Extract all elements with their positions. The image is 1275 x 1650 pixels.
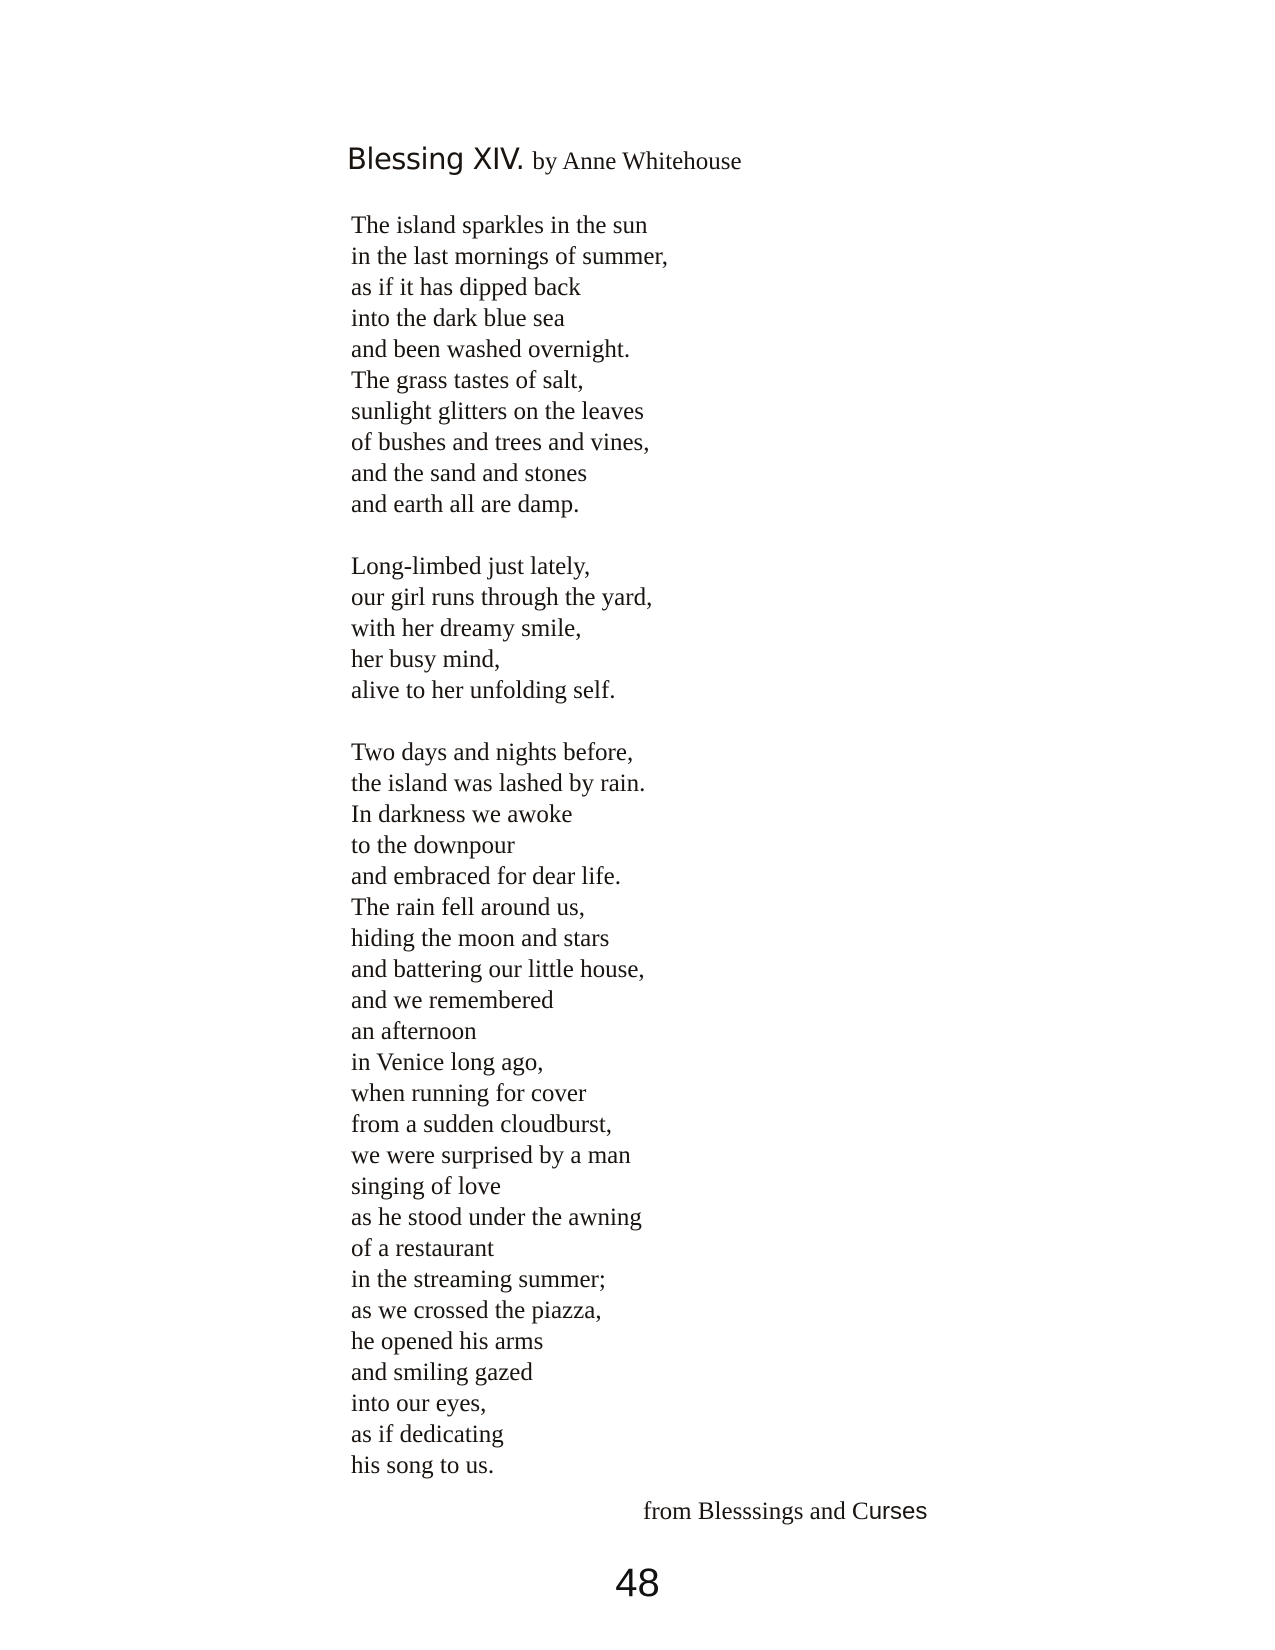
poem-line: and earth all are damp.: [351, 491, 580, 518]
poem-line: in the streaming summer;: [351, 1266, 606, 1293]
poem-line: we were surprised by a man: [351, 1142, 631, 1169]
title-line: [347, 142, 742, 176]
poem-line: from a sudden cloudburst,: [351, 1111, 613, 1138]
poem-line: and smiling gazed: [351, 1359, 533, 1386]
poem-line: he opened his arms: [351, 1328, 544, 1355]
poem-line: as we crossed the piazza,: [351, 1297, 602, 1324]
poem-line: of a restaurant: [351, 1235, 494, 1262]
poem-line: The grass tastes of salt,: [351, 367, 584, 394]
poem-line: an afternoon: [351, 1018, 477, 1045]
poem-line: sunlight glitters on the leaves: [351, 398, 645, 425]
poem-line: in Venice long ago,: [351, 1049, 544, 1076]
poem-line: in the last mornings of summer,: [351, 243, 669, 270]
poem-line: and embraced for dear life.: [351, 863, 621, 890]
poem-line: The island sparkles in the sun: [351, 212, 648, 239]
poem-stanza: [351, 737, 668, 1481]
poem-line: into our eyes,: [351, 1390, 487, 1417]
poem-line: The rain fell around us,: [351, 894, 585, 921]
poem-line: as if dedicating: [351, 1421, 504, 1448]
poem-line: of bushes and trees and vines,: [351, 429, 650, 456]
poem-line: alive to her unfolding self.: [351, 677, 616, 704]
poem-line: as he stood under the awning: [351, 1204, 642, 1231]
poem-source: [643, 1498, 927, 1526]
poem-line: when running for cover: [351, 1080, 587, 1107]
poem-line: hiding the moon and stars: [351, 925, 610, 952]
poem-line: singing of love: [351, 1173, 501, 1200]
poem-line: and been washed overnight.: [351, 336, 631, 363]
poem-line: In darkness we awoke: [351, 801, 573, 828]
page-number: 48: [615, 1561, 660, 1605]
poem-stanza: [351, 210, 668, 520]
poem-line: his song to us.: [351, 1452, 495, 1479]
poem-line: Two days and nights before,: [351, 739, 634, 766]
poem-body: [351, 210, 668, 1512]
poem-line: as if it has dipped back: [351, 274, 581, 301]
poem-line: and we remembered: [351, 987, 554, 1014]
poem-stanza: [351, 551, 668, 706]
poem-line: to the downpour: [351, 832, 515, 859]
poem-line: Long-limbed just lately,: [351, 553, 591, 580]
poem-line: our girl runs through the yard,: [351, 584, 653, 611]
poem-line: with her dreamy smile,: [351, 615, 582, 642]
poem-line: into the dark blue sea: [351, 305, 565, 332]
poem-title: Blessing XIV.: [347, 142, 525, 176]
source-text-sans: urses: [868, 1498, 928, 1525]
poem-line: and the sand and stones: [351, 460, 588, 487]
source-text-serif: from Blesssings and C: [643, 1498, 869, 1525]
poem-line: and battering our little house,: [351, 956, 645, 983]
poem-line: the island was lashed by rain.: [351, 770, 646, 797]
poem-byline: by Anne Whitehouse: [532, 148, 742, 175]
poem-line: her busy mind,: [351, 646, 501, 673]
